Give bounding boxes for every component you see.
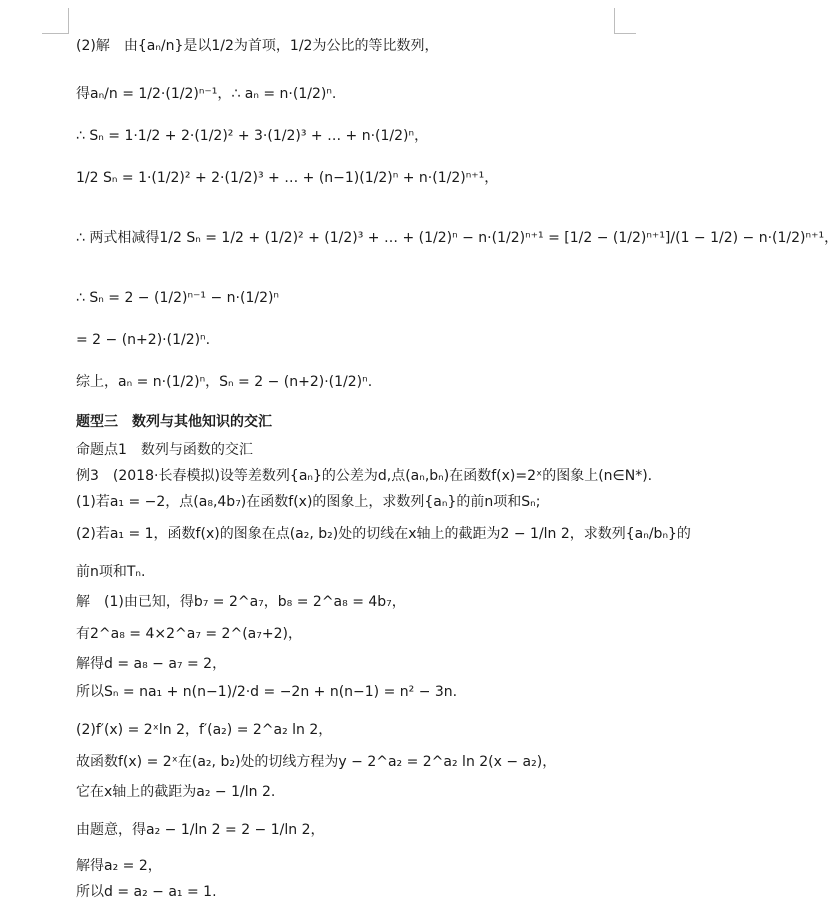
common-difference-result: 所以d = a₂ − a₁ = 1. xyxy=(76,884,217,900)
example-3-part1: (1)若a₁ = −2，点(a₈,4b₇)在函数f(x)的图象上，求数列{aₙ}的前n项和Sₙ; xyxy=(76,494,541,510)
crop-mark-top-left-horizontal xyxy=(42,33,69,34)
subsection-heading: 命题点1 数列与函数的交汇 xyxy=(76,442,253,458)
x-intercept: 它在x轴上的截距为a₂ − 1/ln 2. xyxy=(76,784,276,800)
half-sum-expansion: 1/2 Sₙ = 1·(1/2)² + 2·(1/2)³ + … + (n−1)(1/2)ⁿ + n·(1/2)ⁿ⁺¹， xyxy=(76,170,499,186)
solution-part2-intro: (2)解 由{aₙ/n}是以1/2为首项，1/2为公比的等比数列， xyxy=(76,38,439,54)
example-3-part2-cont: 前n项和Tₙ. xyxy=(76,564,146,580)
sum-simplified: = 2 − (n+2)·(1/2)ⁿ. xyxy=(76,332,211,348)
tangent-line-equation: 故函数f(x) = 2ˣ在(a₂, b₂)处的切线方程为y − 2^a₂ = 2^a₂ ln 2(x − a₂)， xyxy=(76,754,557,770)
crop-mark-top-left-vertical xyxy=(68,8,69,34)
crop-mark-top-right-horizontal xyxy=(614,33,636,34)
solution-part2-derivative: (2)f′(x) = 2ˣln 2，f′(a₂) = 2^a₂ ln 2， xyxy=(76,722,333,738)
solution-part1-start: 解 (1)由已知，得b₇ = 2^a₇，b₈ = 2^a₈ = 4b₇， xyxy=(76,594,406,610)
crop-mark-top-right-vertical xyxy=(614,8,615,34)
subtraction-step: ∴ 两式相减得1/2 Sₙ = 1/2 + (1/2)² + (1/2)³ + … + (1/2)ⁿ − n·(1/2)ⁿ⁺¹ = [1/2 − (1/2)ⁿ⁺¹]/(1 − 1/2) − n·(1/2)ⁿ⁺¹， xyxy=(76,230,838,246)
solve-a2: 解得a₂ = 2， xyxy=(76,858,162,874)
sum-result: ∴ Sₙ = 2 − (1/2)ⁿ⁻¹ − n·(1/2)ⁿ xyxy=(76,290,280,306)
example-3-part2: (2)若a₁ = 1，函数f(x)的图象在点(a₂, b₂)处的切线在x轴上的截距为2 − 1/ln 2，求数列{aₙ/bₙ}的 xyxy=(76,526,691,542)
given-condition: 由题意，得a₂ − 1/ln 2 = 2 − 1/ln 2， xyxy=(76,822,325,838)
solution-exponent-equation: 有2^a₈ = 4×2^a₇ = 2^(a₇+2)， xyxy=(76,626,302,642)
sum-expansion: ∴ Sₙ = 1·1/2 + 2·(1/2)² + 3·(1/2)³ + … + n·(1/2)ⁿ， xyxy=(76,128,429,144)
example-3-statement: 例3 (2018·长春模拟)设等差数列{aₙ}的公差为d,点(aₙ,bₙ)在函数f(x)=2ˣ的图象上(n∈N*). xyxy=(76,468,653,484)
general-term-derivation: 得aₙ/n = 1/2·(1/2)ⁿ⁻¹，∴ aₙ = n·(1/2)ⁿ. xyxy=(76,86,337,102)
conclusion: 综上，aₙ = n·(1/2)ⁿ，Sₙ = 2 − (n+2)·(1/2)ⁿ. xyxy=(76,374,373,390)
solution-common-difference: 解得d = a₈ − a₇ = 2， xyxy=(76,656,227,672)
solution-sum-formula: 所以Sₙ = na₁ + n(n−1)/2·d = −2n + n(n−1) = n² − 3n. xyxy=(76,684,458,700)
section-heading: 题型三 数列与其他知识的交汇 xyxy=(76,414,272,430)
